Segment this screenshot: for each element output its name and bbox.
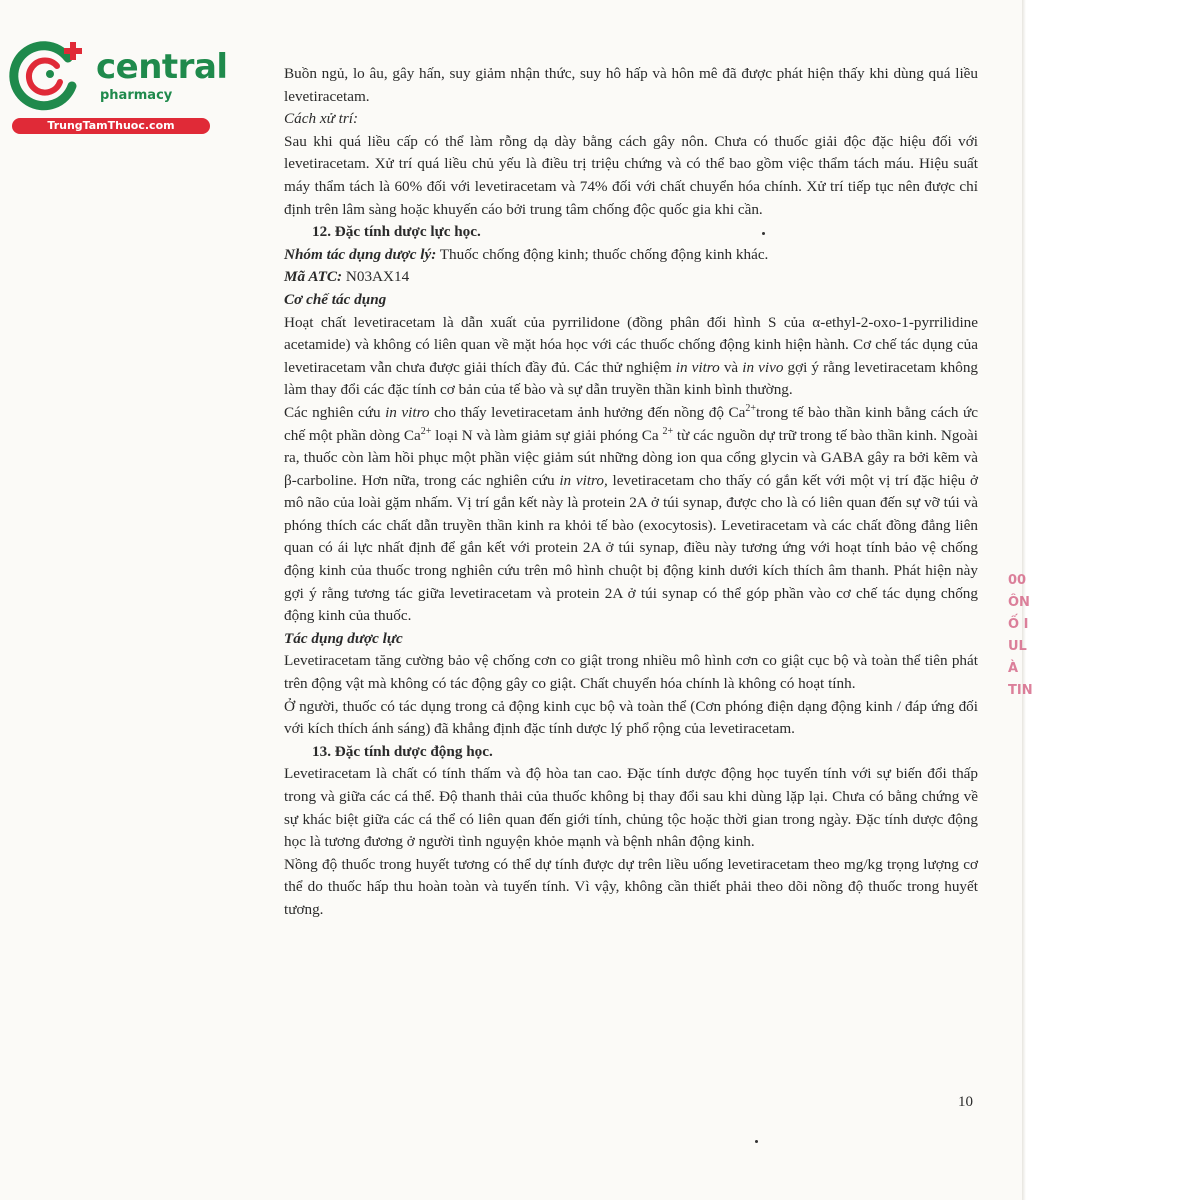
mechanism-heading: Cơ chế tác dụng [284, 290, 387, 308]
mechanism-paragraph-1: Hoạt chất levetiracetam là dẫn xuất của pyrrilidone (đồng phân đối hình S của α-ethyl-2-oxo-1-pyrrilidine acetamide) và không có liên quan về mặt hóa học với các thuốc chống động kinh hiện hành. Cơ chế tác dụng của levetiracetam vẫn chưa được giải thích đầy đủ. Các thử nghiệm in vitro và in vivo gợi ý rằng levetiracetam không làm thay đổi các đặc tính cơ bản của tế bào và sự dẫn truyền thần kinh bình thường. [284, 313, 979, 399]
logo-website: TrungTamThuoc.com [12, 118, 210, 134]
pharmacodynamic-effects-heading: Tác dụng dược lực [284, 629, 403, 647]
logo-brand-name: central [96, 47, 228, 87]
stamp-line: Ố I [1008, 617, 1029, 632]
mechanism-paragraph-2: Các nghiên cứu in vitro cho thấy levetiracetam ảnh hưởng đến nồng độ $Ca^{2+}trong$ tế bào thần kinh bằng cách ức chế một phần dòng $Ca^{2+}$ loại N và làm giảm sự giải phóng Ca $^{2+}$ từ các nguồn dự trữ trong tế bào thần kinh. Ngoài ra, thuốc còn làm hồi phục một phần việc giảm sút những dòng ion qua cổng glycin và GABA gây ra bởi kẽm và β-carboline. Hơn nữa, trong các nghiên cứu in vitro, levetiracetam cho thấy có gắn kết với một vị trí đặc hiệu ở mô não của loài gặm nhấm. Vị trí gắn kết này là protein 2A ở túi synap, được cho là có liên quan đến sự vỡ túi và phóng thích các chất dẫn truyền thần kinh ra khỏi tế bào (exocytosis). Levetiracetam và các chất đồng đẳng liên quan có ái lực nhất định để gắn kết với protein 2A ở túi synap, điều này tương ứng với hoạt tính bảo vệ chống động kinh của thuốc trong nghiên cứu trên mô hình chuột bị động kinh dưới kích thích âm thanh. Phát hiện này gợi ý rằng tương tác giữa levetiracetam và protein 2A ở túi synap có thể góp phần vào cơ chế tác dụng chống động kinh của thuốc. [284, 402, 978, 625]
logo-subtitle: pharmacy [100, 88, 173, 103]
pharmacologic-group: Nhóm tác dụng dược lý: Thuốc chống động kinh; thuốc chống động kinh khác. [284, 245, 769, 263]
atc-code: Mã ATC: N03AX14 [284, 268, 410, 286]
stamp-line: TIN [1008, 683, 1033, 698]
treatment-paragraph: Sau khi quá liều cấp có thể làm rỗng dạ dày bằng cách gây nôn. Chưa có thuốc giải độc đặc hiệu đối với levetiracetam. Xử trí quá liều chủ yếu là điều trị triệu chứng và có thể bao gồm việc thẩm tách máu. Hiệu suất máy thẩm tách là 60% đối với levetiracetam và 74% đối với chất chuyển hóa chính. Xử trí tiếp tục nên được chỉ định trên lâm sàng hoặc khuyến cáo bởi trung tâm chống độc quốc gia khi cần. [284, 132, 978, 218]
treatment-heading: Cách xử trí: [284, 110, 359, 128]
pharmacodynamic-paragraph-1: Levetiracetam tăng cường bảo vệ chống cơn co giật trong nhiều mô hình cơn co giật cục bộ và toàn thể tiên phát trên động vật mà không có tác động gây co giật. Chất chuyển hóa chính là không có hoạt tính. [284, 652, 978, 693]
stamp-line: ÔN [1008, 595, 1030, 610]
pharmacy-logo-icon [10, 36, 92, 116]
pharmacokinetic-paragraph-2: Nồng độ thuốc trong huyết tương có thể dự tính được dự trên liều uống levetiracetam theo mg/kg trọng lượng cơ thể do thuốc hấp thu hoàn toàn và tuyến tính. Vì vậy, không cần thiết phải theo dõi nồng độ thuốc trong huyết tương. [284, 855, 978, 918]
partial-stamp [1008, 570, 1033, 720]
scan-speck [755, 1140, 758, 1143]
section-12-heading: 12. Đặc tính dược lực học. [312, 223, 481, 241]
document-body [284, 63, 978, 922]
central-pharmacy-logo [10, 36, 228, 136]
pharmacokinetic-paragraph-1: Levetiracetam là chất có tính thấm và độ hòa tan cao. Đặc tính dược động học tuyến tính với sự biến đổi thấp trong và giữa các cá thể. Độ thanh thải của thuốc không bị thay đổi sau khi dùng lặp lại. Chưa có bằng chứng về sự khác biệt giữa các cá thể có liên quan đến giới tính, chủng tộc hoặc thời gian trong ngày. Đặc tính dược động học là tương đương ở người tình nguyện khỏe mạnh và bệnh nhân động kinh. [284, 765, 978, 851]
overdose-symptoms-paragraph: Buồn ngủ, lo âu, gây hấn, suy giảm nhận thức, suy hô hấp và hôn mê đã được phát hiện thấy khi dùng quá liều levetiracetam. [284, 65, 978, 105]
stamp-line: À [1008, 661, 1019, 676]
section-13-heading: 13. Đặc tính dược động học. [312, 742, 493, 760]
stamp-line: 00 [1008, 573, 1027, 588]
stamp-line: UL [1008, 639, 1027, 654]
pharmacodynamic-paragraph-2: Ở người, thuốc có tác dụng trong cả động kinh cục bộ và toàn thể (Cơn phóng điện dạng động kinh / đáp ứng đối với kích thích ánh sáng) đã khẳng định đặc tính dược lý phổ rộng của levetiracetam. [284, 697, 978, 738]
page-number: 10 [958, 1094, 973, 1110]
scan-speck [762, 232, 765, 235]
